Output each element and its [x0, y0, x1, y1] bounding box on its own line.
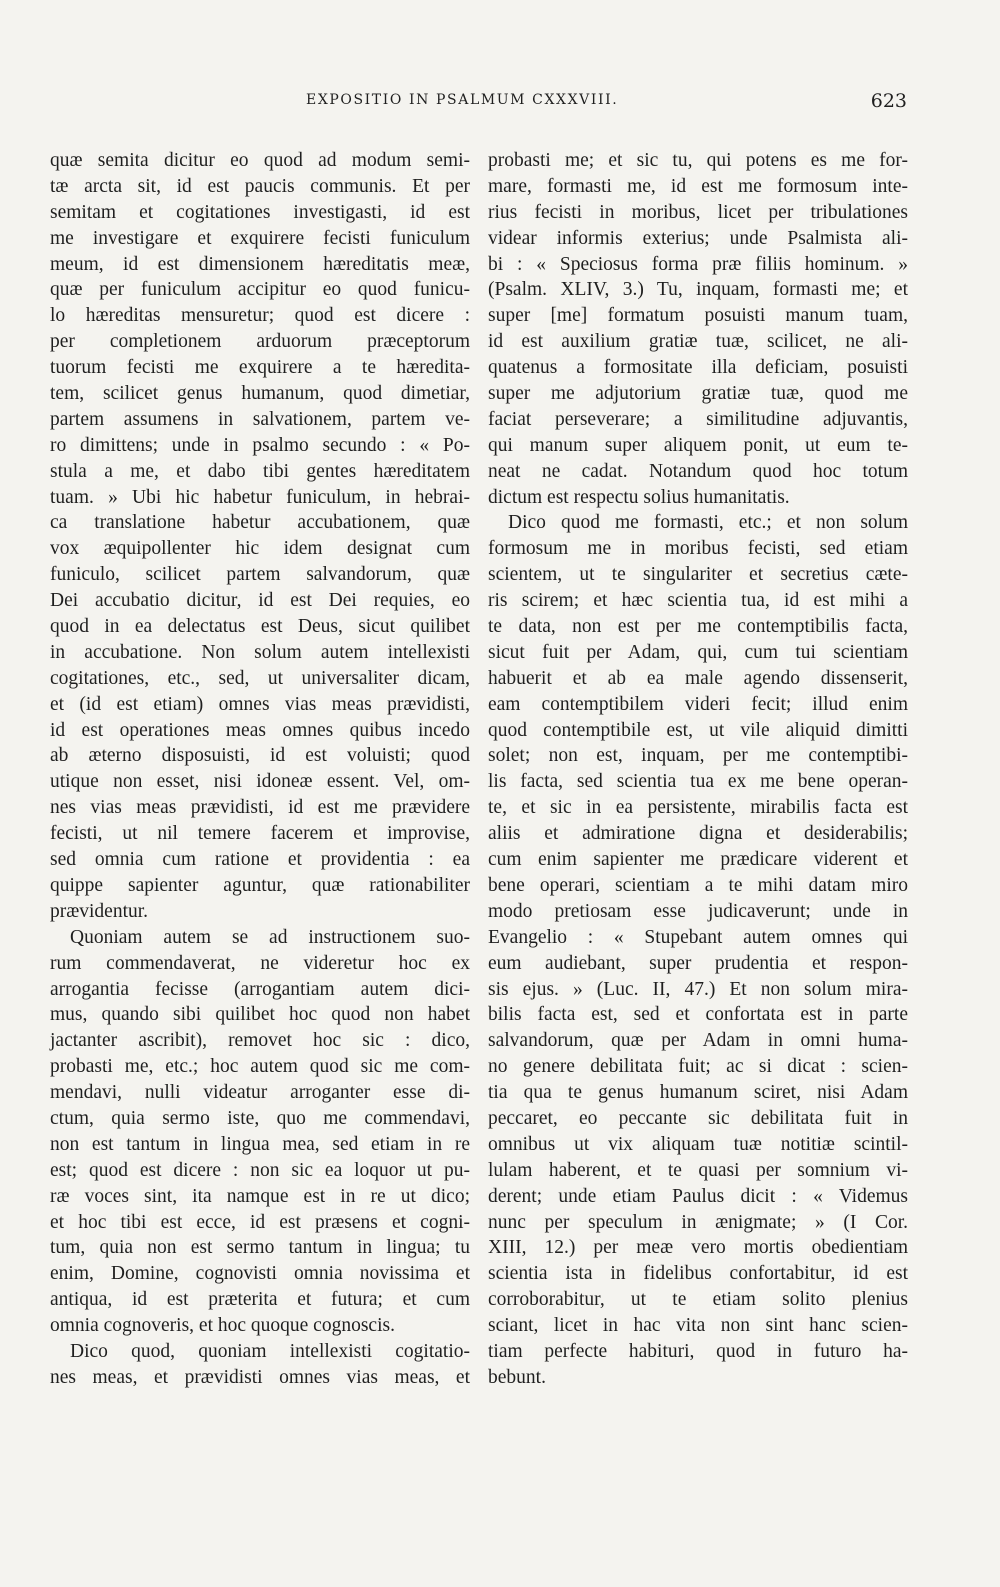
text-line: salvandorum, quæ per Adam in omni huma-	[488, 1030, 908, 1052]
text-line: qui manum super aliquem ponit, ut eum te-	[488, 434, 908, 456]
text-line: tuam. » Ubi hic habetur funiculum, in hebrai-	[50, 486, 470, 508]
left-text-column	[50, 148, 470, 1391]
text-line: eam contemptibilem videri fecit; illud enim	[488, 693, 908, 715]
text-line: probasti me; et sic tu, qui potens es me for-	[488, 150, 908, 171]
text-line: quæ per funiculum accipitur eo quod funicu-	[50, 279, 470, 301]
text-line: cogitationes, etc., sed, ut universaliter dicam,	[50, 667, 470, 689]
text-line: super [me] formatum posuisti manum tuam,	[488, 305, 908, 327]
text-line: mare, formasti me, id est me formosum inte-	[488, 175, 908, 197]
text-line: modo pretiosam esse judicaverunt; unde in	[488, 900, 908, 922]
text-line: quatenus a formositate illa deficiam, posuisti	[488, 357, 908, 379]
text-line: lulam haberent, et te quasi per somnium vi-	[488, 1159, 908, 1181]
text-line: Dico quod me formasti, etc.; et non solum	[508, 512, 908, 534]
text-line: meum, id est dimensionem hæreditatis meæ,	[50, 253, 470, 275]
text-line: sicut fuit per Adam, qui, cum tui scientiam	[488, 641, 908, 663]
text-line: quod contemptibile est, ut vile aliquid dimitti	[488, 719, 908, 741]
text-line: ræ voces sint, ita namque est in re ut dico;	[50, 1185, 470, 1207]
text-line: eum audiebant, super prudentia et respon-	[488, 952, 908, 974]
text-line: quod in ea delectatus est Deus, sicut quilibet	[50, 616, 470, 638]
text-line: ca translatione habetur accubationem, quæ	[50, 512, 470, 534]
text-line: prævidentur.	[50, 900, 149, 922]
text-line: Quoniam autem se ad instructionem suo-	[70, 926, 470, 948]
text-line: vox æquipollenter hic idem designat cum	[50, 538, 470, 560]
text-line: bebunt.	[488, 1366, 546, 1388]
text-line: super me adjutorium gratiæ tuæ, quod me	[488, 383, 908, 405]
text-line: nes vias meas prævidisti, id est me prævidere	[50, 797, 470, 819]
text-line: bilis facta est, sed et confortata est in parte	[488, 1004, 908, 1026]
text-line: quippe sapienter aguntur, quæ rationabiliter	[50, 874, 470, 896]
text-line: faciat perseverare; a similitudine adjuvantis,	[488, 408, 908, 430]
text-line: omnibus ut vix aliquam tuæ notitiæ scintil-	[488, 1133, 908, 1155]
text-line: non est tantum in lingua mea, sed etiam in re	[50, 1133, 470, 1155]
text-line: formosum me in moribus fecisti, sed etiam	[488, 538, 908, 560]
text-line: ro dimittens; unde in psalmo secundo : « Po-	[50, 434, 470, 456]
text-line: te, et sic in ea persistente, mirabilis facta est	[488, 797, 908, 819]
text-line: solet; non est, inquam, per me contemptibi-	[488, 745, 908, 767]
text-line: et hoc tibi est ecce, id est præsens et cogni-	[50, 1211, 470, 1233]
text-line: stula a me, et dabo tibi gentes hæreditatem	[50, 460, 470, 482]
page-header	[0, 90, 1000, 120]
text-line: me investigare et exquirere fecisti funiculum	[50, 227, 470, 249]
text-line: enim, Domine, cognovisti omnia novissima et	[50, 1263, 470, 1285]
text-line: fecisti, ut nil temere facerem et improvise,	[50, 823, 470, 845]
text-line: in accubatione. Non solum autem intellexisti	[50, 641, 470, 663]
text-line: sed omnia cum ratione et providentia : ea	[50, 849, 470, 871]
text-line: corroborabitur, ut te etiam solito plenius	[488, 1289, 908, 1311]
running-title: EXPOSITIO IN PSALMUM CXXXVIII.	[306, 92, 619, 108]
page-number: 623	[870, 90, 907, 112]
text-line: omnia cognoveris, et hoc quoque cognoscis.	[50, 1315, 395, 1337]
text-line: tem, scilicet genus humanum, quod dimetiar,	[50, 383, 470, 405]
text-line: arrogantia fecisse (arrogantiam autem dici-	[50, 978, 470, 1000]
text-line: sis ejus. » (Luc. II, 47.) Et non solum mira-	[488, 978, 908, 1000]
text-line: id est auxilium gratiæ tuæ, scilicet, ne ali-	[488, 331, 908, 353]
text-line: nes meas, et prævidisti omnes vias meas, et	[50, 1366, 470, 1388]
text-line: XIII, 12.) per meæ vero mortis obedientiam	[488, 1237, 908, 1259]
text-line: no genere debilitata fuit; ac si dicat : scien-	[488, 1056, 908, 1078]
text-line: bi : « Speciosus forma præ filiis hominum. »	[488, 253, 908, 275]
text-line: Evangelio : « Stupebant autem omnes qui	[488, 926, 908, 948]
text-line: tuorum fecisti me exquirere a te hæredita-	[50, 357, 470, 379]
text-line: videar informis exterius; unde Psalmista ali-	[488, 227, 908, 249]
text-line: aliis et admiratione digna et desiderabilis;	[488, 823, 908, 845]
text-line: scientia ista in fidelibus confortabitur, id est	[488, 1263, 908, 1285]
text-line: bene operari, scientiam a te mihi datam miro	[488, 874, 908, 896]
text-line: peccaret, eo peccante sic debilitata fuit in	[488, 1107, 908, 1129]
text-line: sciant, licet in hac vita non sint hanc scien-	[488, 1315, 908, 1337]
text-line: probasti me, etc.; hoc autem quod sic me com-	[50, 1056, 470, 1078]
text-line: derent; unde etiam Paulus dicit : « Videmus	[488, 1185, 908, 1207]
text-line: nunc per speculum in ænigmate; » (I Cor.	[488, 1211, 908, 1233]
text-line: ab æterno disposuisti, id est voluisti; quod	[50, 745, 470, 767]
text-line: id est operationes meas omnes quibus incedo	[50, 719, 470, 741]
text-line: Dei accubatio dicitur, id est Dei requies, eo	[50, 590, 470, 612]
text-line: est; quod est dicere : non sic ea loquor ut pu-	[50, 1159, 470, 1181]
text-line: mus, quando sibi quilibet hoc quod non habet	[50, 1004, 470, 1026]
text-line: scientem, ut te singulariter et secretius cæte-	[488, 564, 908, 586]
text-line: semitam et cogitationes investigasti, id est	[50, 201, 470, 223]
text-line: utique non esset, nisi idoneæ essent. Vel, om-	[50, 771, 470, 793]
text-line: tum, quia non est sermo tantum in lingua; tu	[50, 1237, 470, 1259]
text-line: antiqua, id est præterita et futura; et cum	[50, 1289, 470, 1311]
right-text-column	[488, 148, 908, 1391]
text-line: dictum est respectu solius humanitatis.	[488, 486, 790, 508]
text-line: te data, non est per me contemptibilis facta,	[488, 616, 908, 638]
text-line: tiam perfecte habituri, quod in futuro ha-	[488, 1340, 908, 1362]
text-line: habuerit et ab ea male agendo dissenserit,	[488, 667, 908, 689]
text-line: tia qua te genus humanum sciret, nisi Adam	[488, 1082, 908, 1104]
text-line: et (id est etiam) omnes vias meas prævidisti,	[50, 693, 470, 715]
text-line: neat ne cadat. Notandum quod hoc totum	[488, 460, 908, 482]
text-line: per completionem arduorum præceptorum	[50, 331, 470, 353]
text-line: Dico quod, quoniam intellexisti cogitatio-	[70, 1340, 470, 1362]
text-line: cum enim sapienter me prædicare viderent et	[488, 849, 908, 871]
text-line: (Psalm. XLIV, 3.) Tu, inquam, formasti me; et	[488, 279, 908, 301]
text-line: ris scirem; et hæc scientia tua, id est mihi a	[488, 590, 908, 612]
text-line: lo hæreditas mensuretur; quod est dicere :	[50, 305, 470, 327]
text-line: rius fecisti in moribus, licet per tribulationes	[488, 201, 908, 223]
text-line: quæ semita dicitur eo quod ad modum semi-	[50, 150, 470, 171]
text-line: lis facta, sed scientia tua ex me bene operan-	[488, 771, 908, 793]
text-line: tæ arcta sit, id est paucis communis. Et per	[50, 175, 470, 197]
text-line: ctum, quia sermo iste, quo me commendavi,	[50, 1107, 470, 1129]
text-line: funiculo, scilicet partem salvandorum, quæ	[50, 564, 470, 586]
text-line: mendavi, nulli videatur arroganter esse di-	[50, 1082, 470, 1104]
text-line: rum commendaverat, ne videretur hoc ex	[50, 952, 470, 974]
text-line: partem assumens in salvationem, partem ve-	[50, 408, 470, 430]
text-line: jactanter ascribit), removet hoc sic : dico,	[50, 1030, 470, 1052]
